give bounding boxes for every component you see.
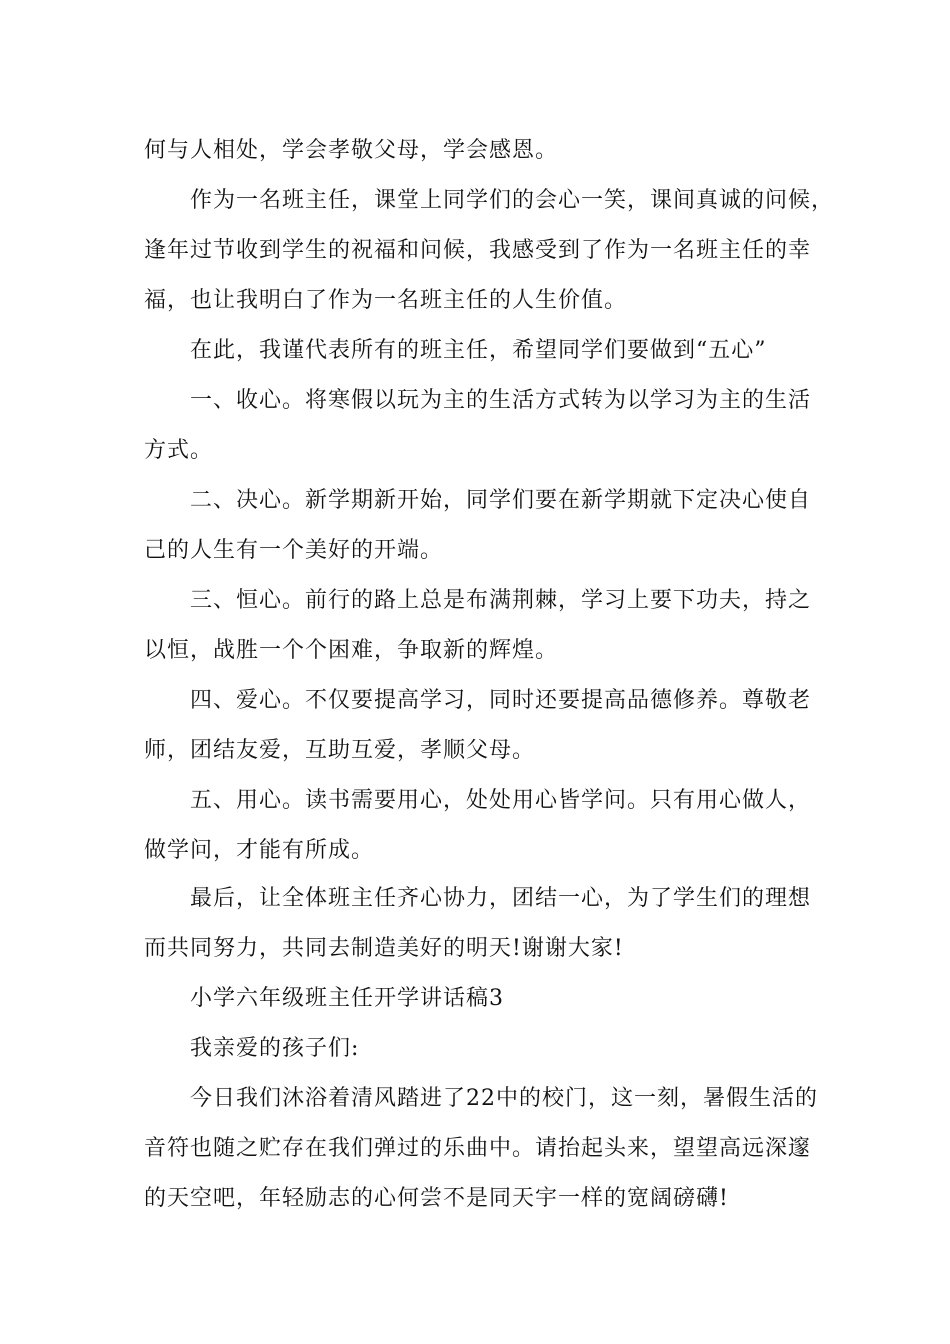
text-line: 一、收心。将寒假以玩为主的生活方式转为以学习为主的生活 xyxy=(190,388,812,413)
text-line: 今日我们沐浴着清风踏进了22中的校门，这一刻，暑假生活的 xyxy=(190,1086,818,1111)
text-line: 五、用心。读书需要用心，处处用心皆学问。只有用心做人， xyxy=(190,788,812,813)
text-line: 做学问，才能有所成。 xyxy=(144,838,375,863)
text-line: 作为一名班主任，课堂上同学们的会心一笑，课间真诚的问候， xyxy=(190,188,835,213)
text-line: 以恒，战胜一个个困难，争取新的辉煌。 xyxy=(144,638,559,663)
text-line: 师，团结友爱，互助互爱，孝顺父母。 xyxy=(144,738,536,763)
text-line: 何与人相处，学会孝敬父母，学会感恩。 xyxy=(144,138,559,163)
text-line: 我亲爱的孩子们: xyxy=(190,1036,360,1061)
text-line: 而共同努力，共同去制造美好的明天!谢谢大家! xyxy=(144,936,624,961)
text-line: 的天空吧，年轻励志的心何尝不是同天宇一样的宽阔磅礴! xyxy=(144,1186,729,1211)
text-line: 音符也随之贮存在我们弹过的乐曲中。请抬起头来，望望高远深邃 xyxy=(144,1136,812,1161)
text-line: 四、爱心。不仅要提高学习，同时还要提高品德修养。尊敬老 xyxy=(190,688,812,713)
text-line: 二、决心。新学期新开始，同学们要在新学期就下定决心使自 xyxy=(190,488,812,513)
text-line: 方式。 xyxy=(144,438,214,463)
text-line: 己的人生有一个美好的开端。 xyxy=(144,538,444,563)
text-line: 福，也让我明白了作为一名班主任的人生价值。 xyxy=(144,288,628,313)
text-line: 最后，让全体班主任齐心协力，团结一心，为了学生们的理想 xyxy=(190,886,812,911)
text-line: 三、恒心。前行的路上总是布满荆棘，学习上要下功夫，持之 xyxy=(190,588,812,613)
text-line: 在此，我谨代表所有的班主任，希望同学们要做到“五心” xyxy=(190,338,767,363)
text-line: 小学六年级班主任开学讲话稿3 xyxy=(190,986,504,1011)
text-line: 逢年过节收到学生的祝福和问候，我感受到了作为一名班主任的幸 xyxy=(144,238,812,263)
